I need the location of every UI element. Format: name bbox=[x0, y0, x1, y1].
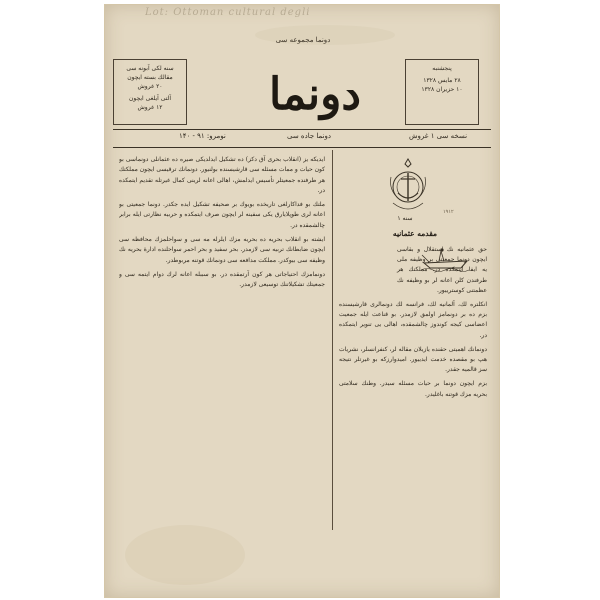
emblem-caption: سنه ١ bbox=[397, 215, 413, 222]
paragraph: دونمامزك احتياجاتى هر كون آرتمقده در. بو سببله اعانه لرك دوام ايتمه سى و جمعيتك تشكيلاتنك توسيعى لازمدر. bbox=[119, 270, 325, 289]
date-line: پنجشنبه bbox=[432, 65, 452, 72]
paragraph: ايديكه يز (انقلاب بحرى آق دكز) ده تشكيل ايدلديكى صيره ده عثمانلى دونماسى بو كون حيات و ممات مسئله سى قارشيسنده بولنيور. دونمانك ترقيسى ايچون مملكتك هر طرفنده جمعيتلر تأسيس ايدلمش، اهالى اعانه لرينى كمال غيرتله تقديم ايتمكده در. bbox=[119, 156, 325, 194]
section-title: مقدمه عثمانيه bbox=[392, 229, 438, 238]
paragraph: ايشته بو انقلاب بحريه ده بحريه مزك ايلرله مه سى و سواحلمزك محافظه سى ايچون ضابطانك تربيه سى لازمدر. بحر سفيد و بحر احمر سواحلنده ادارهٔ بحريه نك وظيفه سى بيوكدر. مملكت مدافعه سى دونمانك قوتنه مربوطدر. bbox=[119, 236, 325, 264]
header-rule bbox=[113, 147, 491, 148]
issue-price: نسخه سى ١ غروش bbox=[409, 132, 468, 140]
date-line: ۱۰ حزيران ۱۳۲۸ bbox=[421, 86, 463, 93]
left-article-column bbox=[119, 155, 325, 525]
paper-stain bbox=[125, 525, 245, 585]
right-article-column bbox=[339, 245, 487, 567]
newspaper-page bbox=[104, 4, 500, 598]
date-line: ۲۸ مايس ۱۳۲۸ bbox=[423, 77, 461, 84]
pencil-annotation: Lot: Ottoman cultural degli bbox=[145, 7, 311, 18]
header-rule bbox=[113, 129, 491, 130]
date-box bbox=[405, 59, 479, 125]
top-caption: دونما مجموعه سی bbox=[275, 36, 331, 44]
anchor-emblem-icon bbox=[387, 157, 429, 213]
paragraph: انكلتره لك، آلمانيه لك، فرانسه لك دونمالرى قارشيسنده بزم ده بر دونمامز اولمق لازمدر. بو قناعت ايله جمعيت اعضاسى كيجه كوندوز چالشمقده، اهالى يى تنوير ايتمكده در. bbox=[339, 301, 487, 339]
subscription-line: ۲۰ غروش bbox=[137, 83, 163, 90]
paragraph: دونمانك اهميتى حقنده يازيلان مقاله لر، كنفرانسلر، نشريات هپ بو مقصده خدمت ايدييور. اميدوارزكه بو غيرتلر نتيجه سز قالميه جقدر. bbox=[339, 345, 487, 374]
paragraph: حق عثمانيه نك استقلال و بقاسى ايچون دونما جمعيتى بر وظيفه ملى يه ايفا ايتمكده در. مملكتك هر طرفندن كلن اعانه لر بو وظيفه نك عظمتنى كوسترييور. bbox=[397, 246, 487, 294]
subscription-box bbox=[113, 59, 187, 125]
column-divider bbox=[332, 150, 333, 530]
info-middle: دونما جاده سی bbox=[287, 132, 332, 140]
subscription-line: مقالك بسته ايچون bbox=[127, 74, 173, 81]
subscription-line: سنه لكى آبونه سى bbox=[126, 65, 174, 72]
paragraph: ملتك بو فداكارلغى تاريخده بويوك بر صحيفه تشكيل ايده جكدر. دونما جمعيتى بو اعانه لرى طوپلايارق يكى سفينه لر ايچون صرف ايتمكده و حربيه نظارتى ايله برابر چالشمقده در. bbox=[119, 201, 325, 229]
subscription-line: ۱۲ غروش bbox=[137, 104, 163, 111]
small-note: ۱۹۱۲ bbox=[443, 209, 454, 215]
masthead-title: دونما bbox=[269, 69, 361, 120]
subscription-line: آلتى آيلغى ايچون bbox=[128, 95, 172, 102]
info-bar bbox=[113, 132, 491, 144]
issue-number: نومرو: ۹۱ - ۱۴۰ bbox=[179, 132, 226, 140]
paragraph: بزم ايچون دونما بر حيات مسئله سيدر. وطنك سلامتى بحريه مزك قوتنه باغليدر. bbox=[339, 380, 487, 398]
